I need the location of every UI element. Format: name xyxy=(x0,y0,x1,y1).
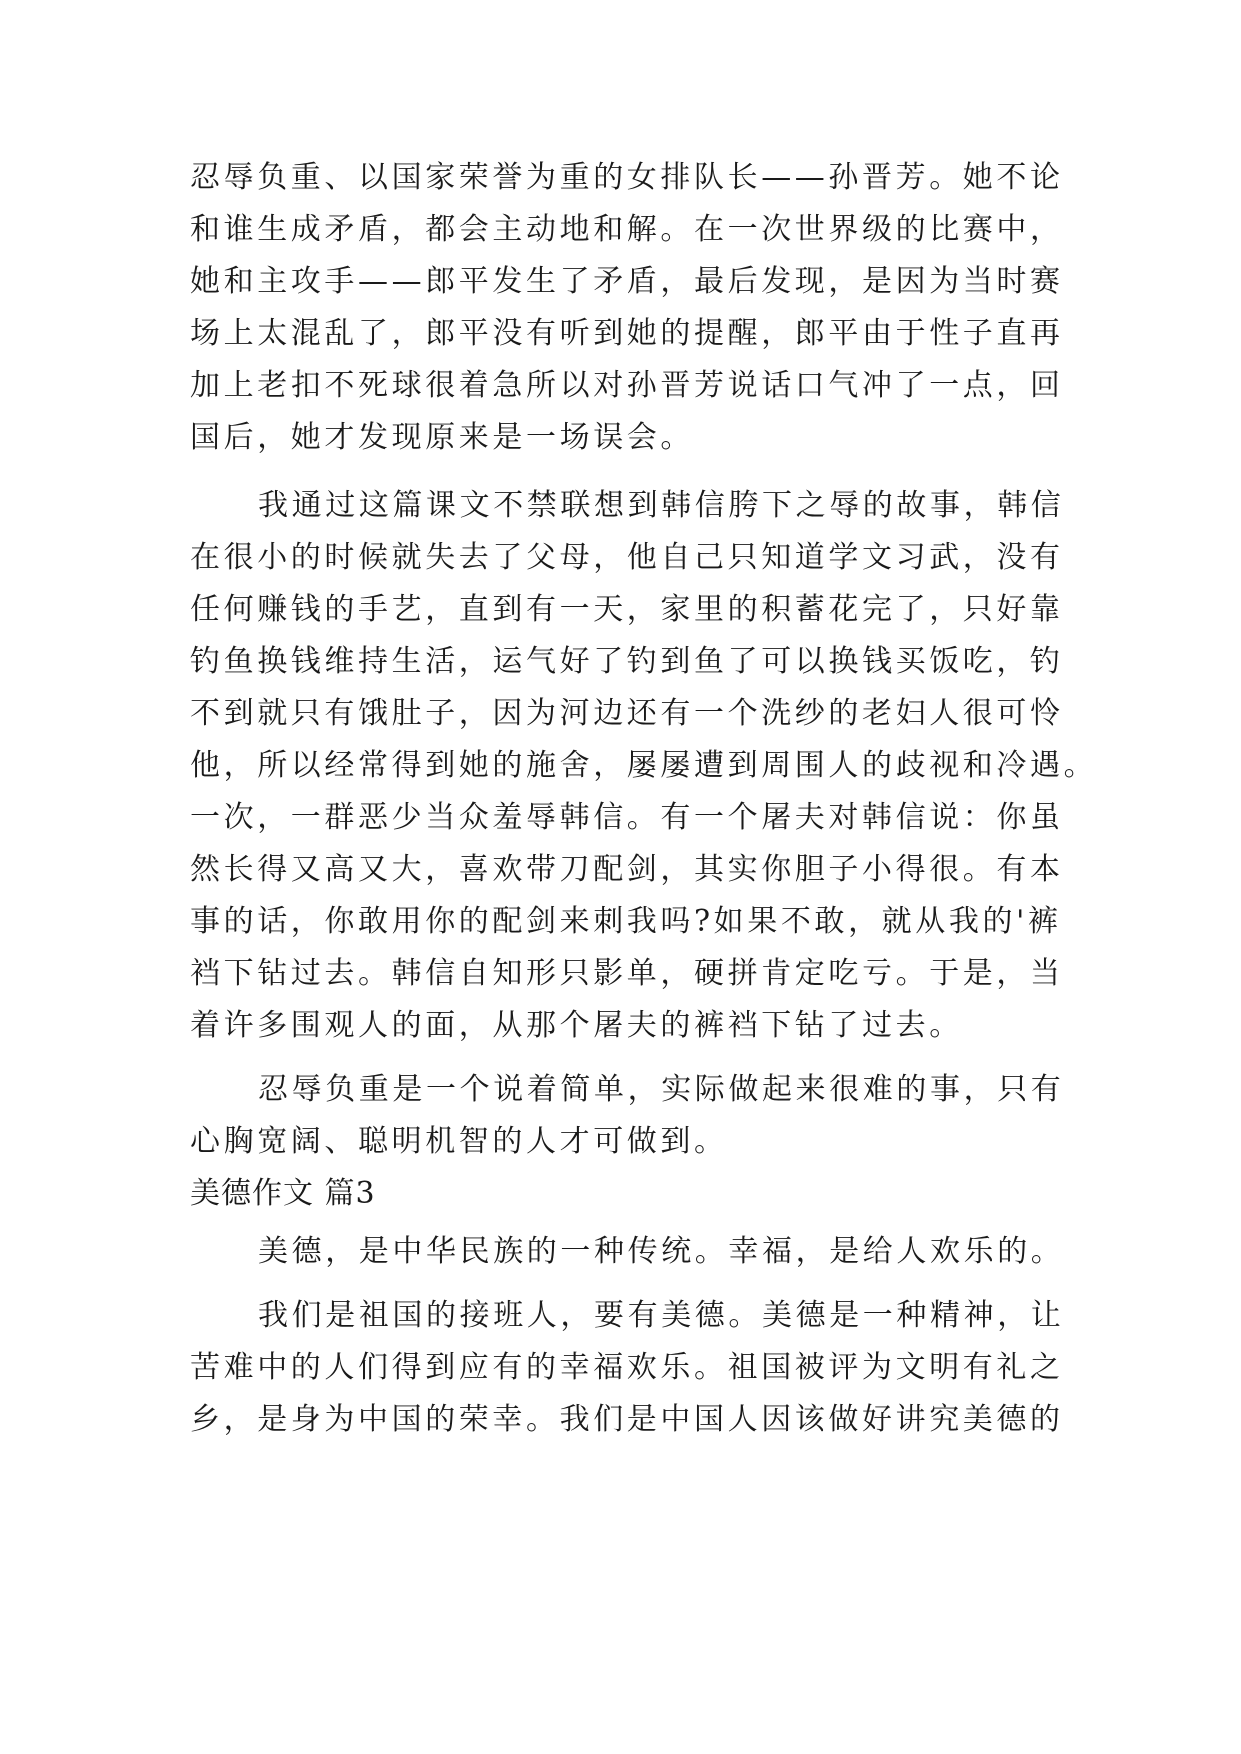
text-line: 裆下钻过去。韩信自知形只影单，硬拼肯定吃亏。于是，当 xyxy=(190,956,1064,991)
text-line: 她和主攻手——郎平发生了矛盾，最后发现，是因为当时赛 xyxy=(190,264,1064,299)
text-line: 忍辱负重、以国家荣誉为重的女排队长——孙晋芳。她不论 xyxy=(190,160,1064,195)
text-line: 场上太混乱了，郎平没有听到她的提醒，郎平由于性子直再 xyxy=(190,316,1064,351)
text-line: 他，所以经常得到她的施舍，屡屡遭到周围人的歧视和冷遇。 xyxy=(190,748,1098,783)
text-line: 钓鱼换钱维持生活，运气好了钓到鱼了可以换钱买饭吃，钓 xyxy=(190,644,1064,679)
text-line: 乡，是身为中国的荣幸。我们是中国人因该做好讲究美德的 xyxy=(190,1402,1064,1437)
text-line: 任何赚钱的手艺，直到有一天，家里的积蓄花完了，只好靠 xyxy=(190,592,1064,627)
paragraph-start-line: 我们是祖国的接班人，要有美德。美德是一种精神，让 xyxy=(258,1298,1065,1333)
text-line: 着许多围观人的面，从那个屠夫的裤裆下钻了过去。 xyxy=(190,1008,963,1043)
paragraph-start-line: 忍辱负重是一个说着简单，实际做起来很难的事，只有 xyxy=(258,1072,1065,1107)
paragraph-start-line: 美德，是中华民族的一种传统。幸福，是给人欢乐的。 xyxy=(258,1234,1065,1269)
text-line: 苦难中的人们得到应有的幸福欢乐。祖国被评为文明有礼之 xyxy=(190,1350,1064,1385)
text-line: 在很小的时候就失去了父母，他自己只知道学文习武，没有 xyxy=(190,540,1064,575)
text-line: 心胸宽阔、聪明机智的人才可做到。 xyxy=(190,1124,728,1159)
section-heading: 美德作文 篇3 xyxy=(190,1176,376,1211)
text-line: 国后，她才发现原来是一场误会。 xyxy=(190,420,694,455)
text-line: 事的话，你敢用你的配剑来刺我吗?如果不敢，就从我的'裤 xyxy=(190,904,1062,939)
text-line: 然长得又高又大，喜欢带刀配剑，其实你胆子小得很。有本 xyxy=(190,852,1064,887)
text-line: 加上老扣不死球很着急所以对孙晋芳说话口气冲了一点，回 xyxy=(190,368,1064,403)
paragraph-start-line: 我通过这篇课文不禁联想到韩信胯下之辱的故事，韩信 xyxy=(258,488,1065,523)
text-line: 和谁生成矛盾，都会主动地和解。在一次世界级的比赛中， xyxy=(190,212,1064,247)
text-line: 一次，一群恶少当众羞辱韩信。有一个屠夫对韩信说：你虽 xyxy=(190,800,1064,835)
text-line: 不到就只有饿肚子，因为河边还有一个洗纱的老妇人很可怜 xyxy=(190,696,1064,731)
